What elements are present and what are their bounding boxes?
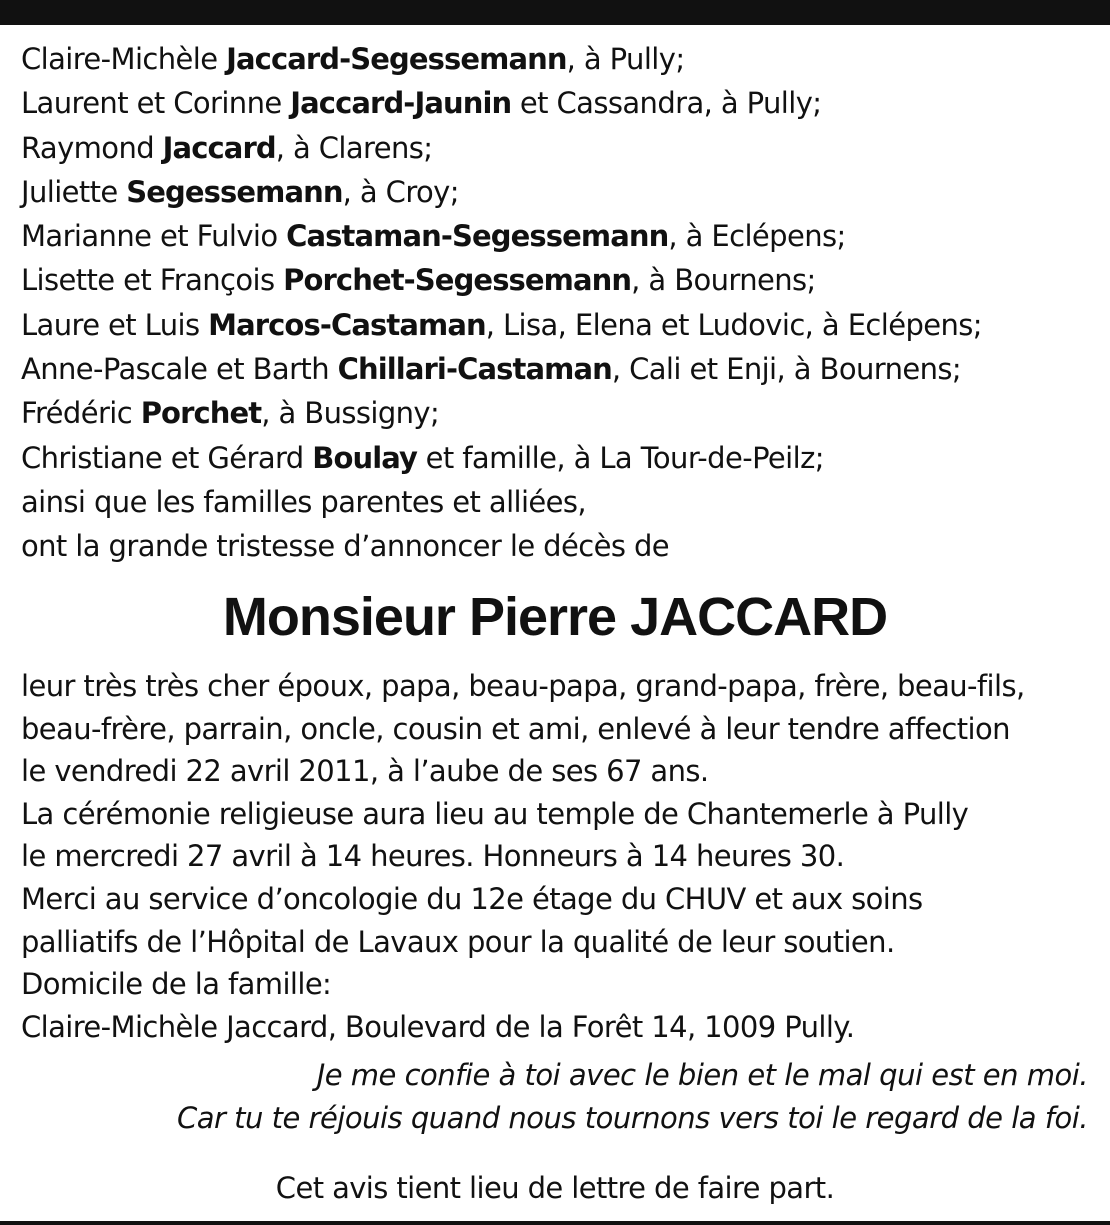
relatives-line: ainsi que les familles parentes et alliées,	[21, 484, 587, 519]
mourner-surname: Porchet-Segessemann	[283, 263, 632, 298]
mourner-first-names: Juliette	[21, 174, 127, 209]
body-line: le vendredi 22 avril 2011, à l’aube de ses 67 ans.	[21, 754, 709, 789]
mourner-line	[21, 258, 1091, 302]
mourner-first-names: Laure et Luis	[21, 307, 209, 342]
mourner-first-names: Raymond	[21, 130, 163, 165]
thanks-line: Merci au service d’oncologie du 12e étage du CHUV et aux soins	[21, 881, 923, 916]
mourner-location: , à Bournens;	[631, 263, 816, 298]
mourner-surname: Jaccard-Segessemann	[226, 42, 567, 76]
mourner-first-names: Lisette et François	[21, 263, 284, 298]
mourner-surname: Boulay	[312, 440, 418, 475]
ceremony-line: le mercredi 27 avril à 14 heures. Honneurs à 14 heures 30.	[21, 839, 845, 874]
mourner-surname: Jaccard	[162, 130, 276, 165]
mourner-surname: Castaman-Segessemann	[286, 219, 669, 254]
footer-note: Cet avis tient lieu de lettre de faire part.	[275, 1171, 835, 1205]
mourner-first-names: Marianne et Fulvio	[21, 219, 287, 254]
top-border-rule	[0, 0, 1110, 25]
body-line: beau-frère, parrain, oncle, cousin et ami, enlevé à leur tendre affection	[21, 711, 1010, 746]
mourner-location: , à Pully;	[566, 42, 685, 76]
ceremony-line: La cérémonie religieuse aura lieu au temple de Chantemerle à Pully	[21, 796, 969, 831]
domicile-label: Domicile de la famille:	[21, 967, 332, 1002]
verse-line: Je me confie à toi avec le bien et le mal qui est en moi.	[316, 1058, 1088, 1092]
mourner-surname: Marcos-Castaman	[208, 307, 486, 342]
mourner-location: , à Croy;	[342, 174, 459, 209]
mourner-line	[21, 391, 1091, 435]
body-line: leur très très cher époux, papa, beau-papa, grand-papa, frère, beau-fils,	[21, 669, 1025, 703]
mourner-line	[21, 347, 1091, 391]
mourner-line	[21, 303, 1091, 347]
verse-quote	[8, 1054, 1088, 1140]
mourner-first-names: Frédéric	[21, 396, 141, 431]
mourner-location: et famille, à La Tour-de-Peilz;	[417, 440, 824, 475]
mourner-surname: Segessemann	[126, 174, 343, 209]
mourner-line	[21, 37, 1091, 81]
mourner-first-names: Anne-Pascale et Barth	[21, 352, 338, 387]
domicile-address: Claire-Michèle Jaccard, Boulevard de la Forêt 14, 1009 Pully.	[21, 1009, 855, 1044]
mourner-surname: Jaccard-Jaunin	[290, 86, 512, 121]
mourner-location: , à Bussigny;	[261, 396, 440, 431]
mourner-line	[21, 81, 1091, 125]
mourner-line	[21, 436, 1091, 480]
mourner-location: , Lisa, Elena et Ludovic, à Eclépens;	[485, 307, 982, 342]
mourner-first-names: Christiane et Gérard	[21, 440, 313, 475]
deceased-name-heading: Monsieur Pierre JACCARD	[222, 587, 888, 647]
verse-line: Car tu te réjouis quand nous tournons vers toi le regard de la foi.	[176, 1101, 1088, 1135]
mourner-line	[21, 126, 1091, 170]
mourner-location: et Cassandra, à Pully;	[511, 86, 822, 121]
mourner-location: , Cali et Enji, à Bournens;	[611, 352, 962, 387]
thanks-line: palliatifs de l’Hôpital de Lavaux pour la qualité de leur soutien.	[21, 924, 895, 959]
mourner-surname: Porchet	[140, 396, 262, 431]
announcement-line: ont la grande tristesse d’annoncer le décès de	[21, 529, 669, 564]
mourner-location: , à Clarens;	[275, 130, 433, 165]
mourner-surname: Chillari-Castaman	[337, 352, 612, 387]
mourner-first-names: Claire-Michèle	[21, 42, 227, 76]
mourner-line	[21, 214, 1091, 258]
mourner-first-names: Laurent et Corinne	[21, 86, 291, 121]
mourner-line	[21, 170, 1091, 214]
obituary-body	[21, 665, 1096, 1048]
mourner-location: , à Eclépens;	[668, 219, 846, 254]
mourners-list	[21, 37, 1091, 569]
bottom-border-rule	[0, 1221, 1110, 1225]
